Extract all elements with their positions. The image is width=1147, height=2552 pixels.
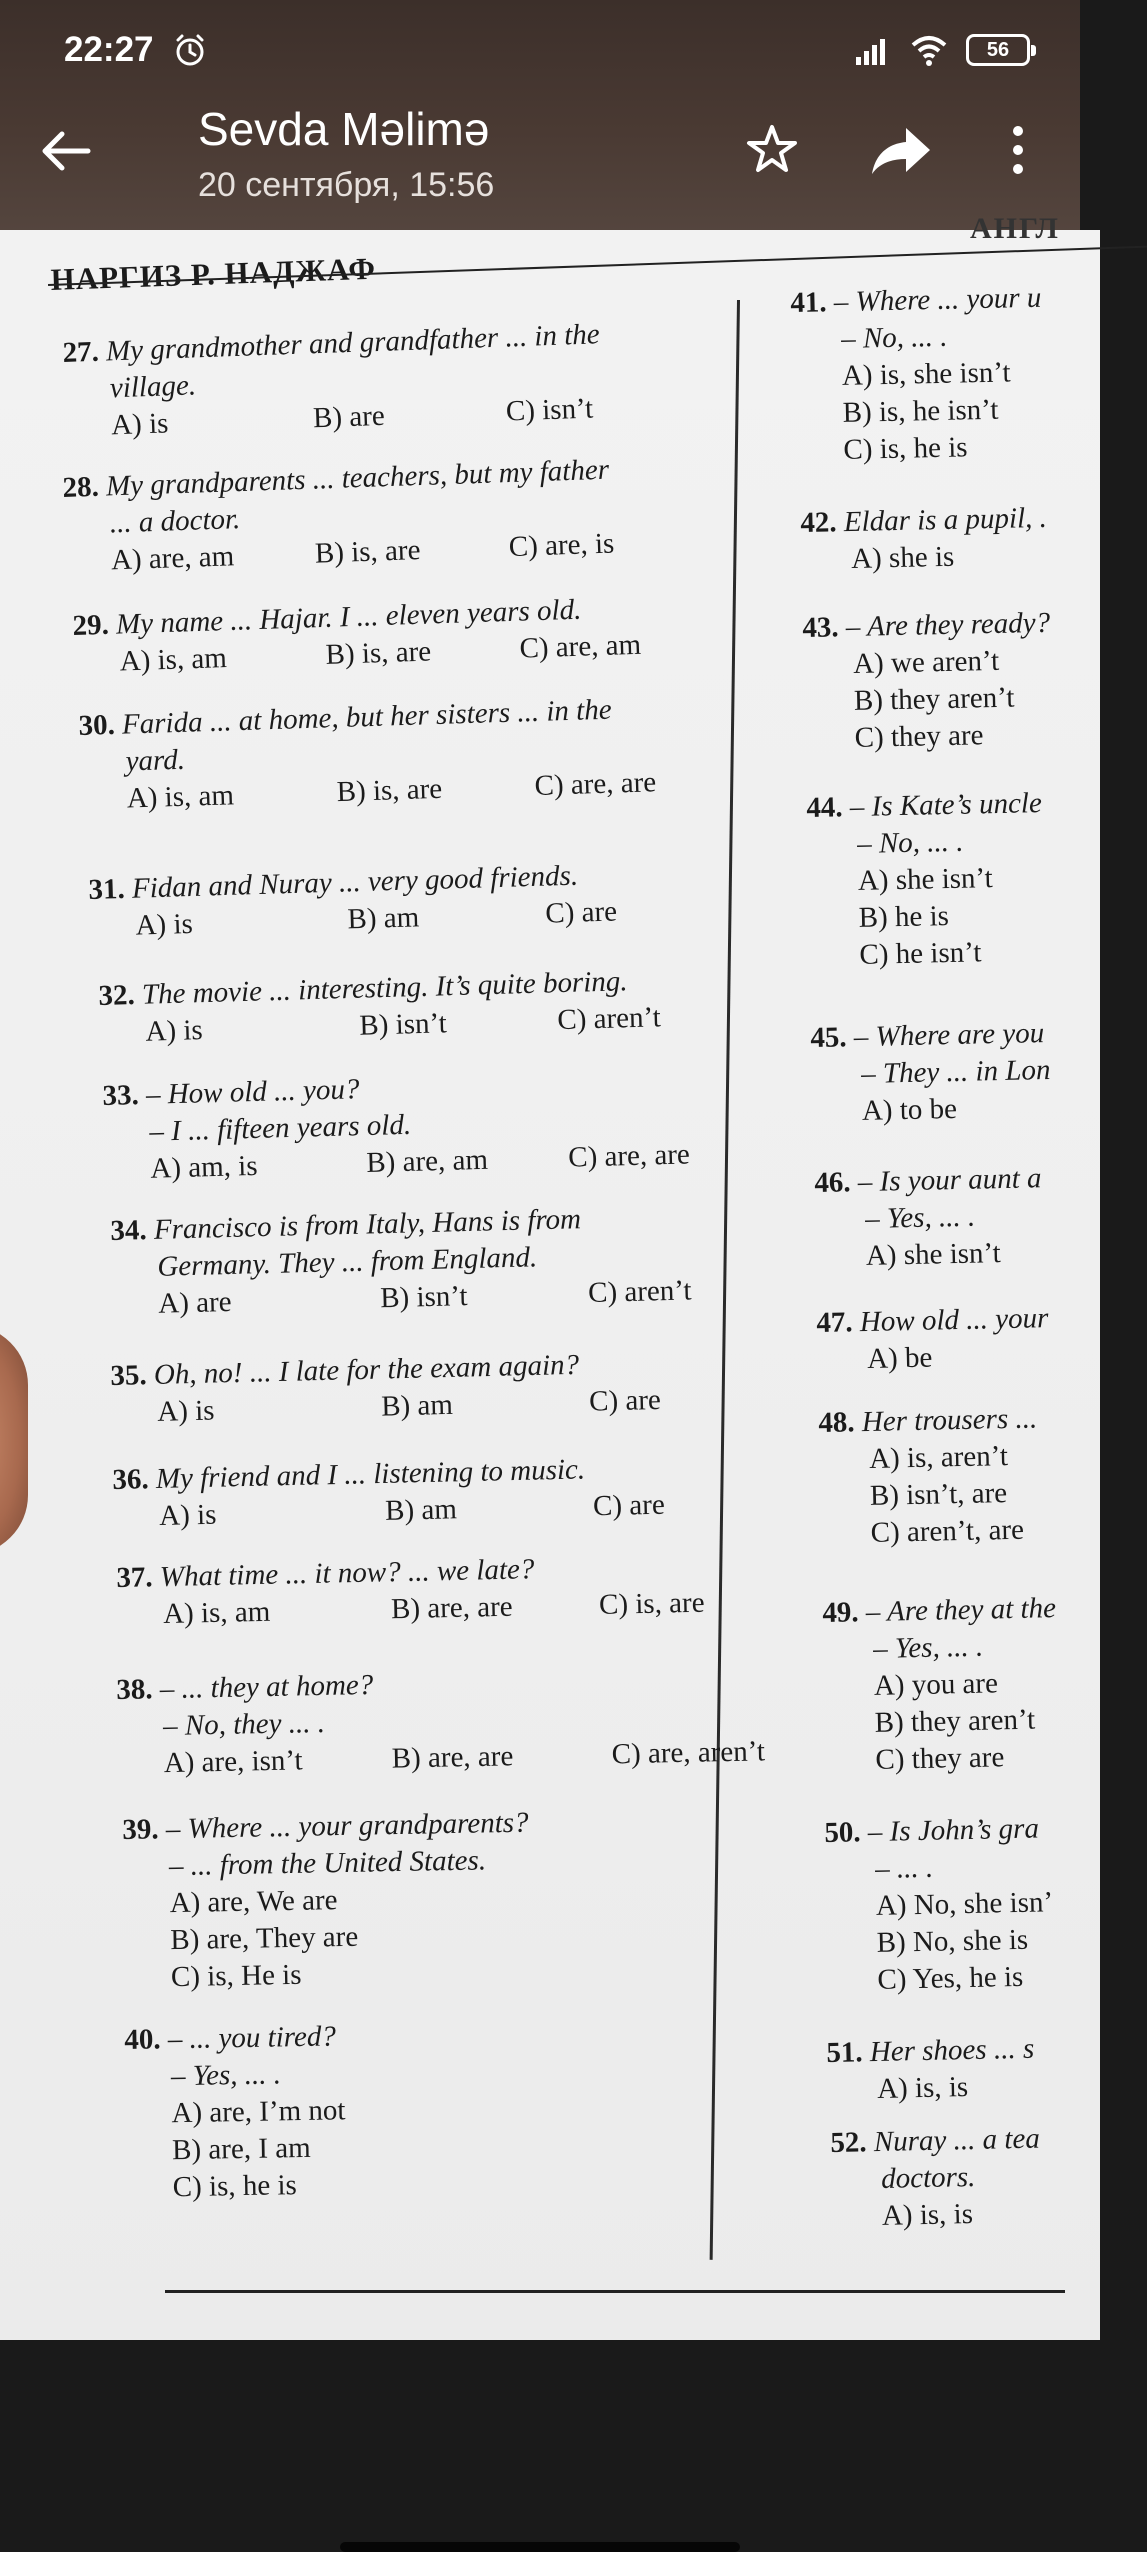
options-row [117, 1735, 766, 1783]
question-block [110, 1347, 662, 1432]
alarm-icon [172, 32, 208, 68]
question-continuation: Germany. They ... from England. [156, 1241, 538, 1283]
question-number: 30. [78, 708, 116, 742]
question-stem: My grandparents ... teachers, but my father [105, 453, 610, 503]
question-number: 32. [98, 978, 136, 1012]
question-number: 48. [818, 1406, 855, 1439]
question-line [800, 500, 1047, 542]
answer-option: B) is, are [325, 635, 432, 671]
answer-option: C) are [544, 895, 618, 930]
question-stem: Oh, no! ... I late for the exam again? [153, 1348, 580, 1391]
question-block [818, 1400, 1040, 1553]
answer-option: C) are, aren’t [611, 1735, 766, 1771]
status-time: 22:27 [64, 30, 154, 69]
question-stem: My name ... Hajar. I ... eleven years old. [115, 593, 582, 641]
question-stem: Nuray ... a tea [873, 2122, 1041, 2159]
question-line [830, 2121, 1040, 2162]
question-block [62, 452, 615, 581]
answer-option: A) she is [850, 540, 955, 575]
answer-option: C) he isn’t [859, 936, 982, 971]
question-stem: – Where ... your u [833, 281, 1042, 319]
question-number: 36. [112, 1463, 150, 1496]
answer-option: B) is, he isn’t [842, 393, 999, 429]
answer-option: B) they aren’t [874, 1703, 1036, 1739]
answer-option: A) she isn’t [857, 862, 994, 897]
answer-option: C) is, he is [172, 2169, 298, 2204]
question-continuation: – No, ... . [856, 825, 964, 860]
question-continuation: – ... from the United States. [168, 1844, 487, 1883]
question-stem: – ... they at home? [159, 1668, 374, 1706]
photo-view[interactable] [0, 212, 1080, 2340]
question-continuation: doctors. [880, 2160, 976, 2195]
question-stem: Her shoes ... s [869, 2032, 1035, 2069]
question-block [800, 500, 1048, 579]
star-icon[interactable] [744, 122, 800, 178]
answer-option: B) he is [858, 900, 950, 934]
question-continuation: – I ... fifteen years old. [149, 1108, 412, 1148]
question-continuation: ... a doctor. [109, 503, 241, 540]
question-block [816, 1300, 1049, 1379]
question-block [112, 1451, 666, 1536]
question-number: 37. [116, 1561, 153, 1594]
answer-option: B) isn’t, are [869, 1477, 1008, 1512]
question-number: 27. [62, 335, 100, 369]
question-stem: Eldar is a pupil, . [843, 501, 1048, 539]
question-stem: – Where are you [853, 1017, 1045, 1054]
answer-option: B) No, she is [876, 1923, 1029, 1959]
answer-option: B) are, am [365, 1143, 489, 1180]
question-number: 46. [814, 1166, 851, 1199]
answer-option: C) are, are [534, 766, 657, 803]
question-stem: Farida ... at home, but her sisters ... in the [121, 693, 613, 741]
worksheet-page [0, 212, 1100, 2340]
share-icon[interactable] [870, 122, 932, 178]
question-block [814, 1160, 1043, 1276]
finger-edge [0, 1325, 28, 1555]
question-line [826, 2031, 1035, 2072]
battery-icon [966, 34, 1030, 66]
answer-option: B) is, are [314, 534, 421, 570]
answer-option: B) isn’t [358, 1007, 448, 1042]
question-block [790, 280, 1045, 470]
question-stem: – Are they at the [865, 1592, 1057, 1629]
question-number: 52. [830, 2126, 867, 2159]
question-block [124, 2018, 347, 2207]
question-line [816, 1300, 1049, 1342]
question-stem: Fidan and Nuray ... very good friends. [131, 859, 579, 905]
question-continuation: – They ... in Lon [860, 1053, 1051, 1090]
question-line [802, 605, 1051, 647]
question-line [824, 1810, 1052, 1852]
answer-option: A) is, am [119, 642, 228, 678]
question-number: 43. [802, 611, 839, 644]
question-number: 44. [806, 791, 843, 824]
question-block [122, 1805, 532, 1997]
answer-option: B) am [384, 1493, 458, 1527]
question-line [806, 785, 1042, 827]
question-number: 49. [822, 1596, 859, 1629]
answer-option: C) is, are [598, 1586, 705, 1621]
question-number: 34. [110, 1214, 148, 1247]
question-number: 41. [790, 286, 827, 319]
question-number: 50. [824, 1816, 861, 1849]
answer-option: A) is [135, 907, 194, 942]
question-line [116, 1667, 374, 1709]
question-number: 28. [62, 470, 100, 504]
viewer-header [0, 0, 1080, 240]
question-stem: – Is Kate’s uncle [849, 787, 1043, 824]
answer-option: A) are, am [110, 540, 235, 577]
answer-option: C) aren’t [556, 1001, 662, 1037]
question-continuation: – Yes, ... . [170, 2058, 282, 2093]
question-block [822, 1590, 1059, 1780]
answer-option: A) is [110, 407, 169, 442]
answer-option: A) is [156, 1394, 215, 1428]
message-date: 20 сентября, 15:56 [198, 166, 495, 204]
gesture-bar[interactable] [340, 2542, 740, 2552]
answer-option: A) are [157, 1285, 232, 1320]
question-continuation: – No, they ... . [162, 1706, 326, 1743]
answer-option: B) is, are [336, 772, 443, 809]
question-continuation: – Yes, ... . [872, 1630, 984, 1665]
answer-option: C) aren’t [587, 1274, 692, 1310]
answer-option: A) is, is [881, 2198, 974, 2232]
question-number: 35. [110, 1359, 148, 1392]
question-stem: – ... you tired? [167, 2020, 337, 2056]
question-line [814, 1160, 1042, 1202]
question-stem: – How old ... you? [145, 1073, 360, 1111]
answer-option: A) are, We are [169, 1884, 338, 1920]
question-number: 33. [102, 1079, 140, 1112]
question-number: 39. [122, 1813, 159, 1846]
answer-option: B) are, are [390, 1590, 513, 1626]
answer-option: A) she isn’t [865, 1237, 1002, 1272]
question-number: 31. [88, 872, 126, 906]
answer-option: C) are, are [567, 1138, 691, 1174]
wifi-icon [910, 33, 948, 67]
answer-option: A) is [145, 1014, 204, 1048]
answer-option: A) you are [873, 1667, 999, 1702]
answer-option: C) aren’t, are [870, 1513, 1025, 1549]
question-line [810, 1015, 1050, 1057]
question-number: 47. [816, 1306, 853, 1339]
question-number: 42. [800, 506, 837, 539]
answer-option: A) is, is [876, 2071, 969, 2105]
question-block [116, 1551, 705, 1634]
question-stem: – Is John’s gra [867, 1812, 1040, 1849]
question-stem: My friend and I ... listening to music. [155, 1453, 586, 1496]
answer-option: B) am [347, 901, 420, 936]
question-block [824, 1810, 1055, 2000]
question-stem: Francisco is from Italy, Hans is from [153, 1203, 582, 1246]
answer-option: C) Yes, he is [877, 1960, 1024, 1996]
answer-option: C) is, he is [843, 431, 968, 466]
question-block [98, 963, 662, 1052]
question-line [822, 1590, 1056, 1632]
bottom-rule [165, 2290, 1065, 2293]
answer-option: A) we aren’t [852, 644, 1000, 680]
question-block [88, 858, 618, 946]
right-page-header: АНГЛ [970, 212, 1060, 245]
answer-option: B) isn’t [379, 1280, 468, 1315]
answer-option: C) are, is [508, 527, 615, 564]
question-number: 38. [116, 1673, 153, 1706]
question-continuation: – ... . [874, 1851, 934, 1885]
question-number: 45. [810, 1021, 847, 1054]
question-stem: – Where ... your grandparents? [165, 1806, 529, 1846]
answer-option: C) is, He is [170, 1958, 302, 1994]
question-continuation: – Yes, ... . [864, 1200, 976, 1235]
signal-icon [854, 33, 892, 67]
answer-option: B) are, They are [170, 1920, 359, 1957]
question-block [62, 316, 603, 446]
answer-option: B) am [380, 1388, 454, 1423]
question-stem: How old ... your [859, 1302, 1049, 1339]
column-divider [710, 300, 740, 2260]
question-continuation: yard. [125, 743, 186, 778]
question-line [124, 2018, 345, 2059]
question-number: 29. [72, 608, 110, 642]
question-continuation: – No, ... . [840, 320, 948, 355]
answer-option: A) are, I’m not [171, 2094, 346, 2130]
question-stem: The movie ... interesting. It’s quite boring. [141, 965, 628, 1011]
question-block [116, 1667, 766, 1783]
question-block [102, 1070, 691, 1189]
question-block [830, 2121, 1042, 2236]
answer-option: B) are, are [391, 1740, 514, 1775]
answer-option: A) is, am [126, 779, 235, 815]
question-block [806, 785, 1045, 975]
question-stem: – Are they ready? [845, 606, 1051, 644]
question-line [790, 280, 1042, 322]
status-bar [0, 0, 1080, 100]
answer-option: A) is, aren’t [868, 1440, 1009, 1475]
question-number: 51. [826, 2036, 863, 2069]
page-author: НАРГИЗ Р. НАДЖАФ [50, 250, 377, 297]
answer-option: B) are, I am [171, 2131, 311, 2167]
question-block [826, 2031, 1035, 2109]
question-line [818, 1400, 1038, 1442]
question-number: 40. [124, 2023, 161, 2056]
question-continuation: village. [109, 369, 197, 405]
back-arrow-icon[interactable] [38, 124, 92, 178]
question-stem: Her trousers ... [861, 1402, 1038, 1439]
answer-option: B) they aren’t [853, 681, 1015, 717]
battery-level: 56 [986, 38, 1010, 61]
answer-option: C) they are [875, 1741, 1005, 1776]
answer-option: C) are, am [519, 628, 642, 665]
question-block [802, 605, 1053, 758]
answer-option: A) No, she isn’ [875, 1886, 1054, 1922]
answer-option: A) am, is [149, 1149, 258, 1185]
answer-option: C) are [592, 1488, 666, 1523]
answer-option: A) are, isn’t [163, 1744, 303, 1780]
answer-option: A) be [866, 1341, 933, 1375]
answer-option: A) is, am [162, 1595, 271, 1631]
options-row [117, 1586, 705, 1634]
question-block [78, 692, 657, 819]
more-vert-icon[interactable] [998, 122, 1038, 178]
question-block [810, 1015, 1052, 1131]
question-stem: What time ... it now? ... we late? [159, 1553, 535, 1594]
answer-option: C) they are [854, 719, 984, 754]
answer-option: C) isn’t [505, 392, 594, 428]
question-block [110, 1201, 692, 1324]
answer-option: C) are [588, 1383, 662, 1418]
answer-option: B) are [312, 399, 386, 435]
answer-option: A) to be [861, 1092, 958, 1127]
question-block [72, 592, 642, 682]
question-stem: – Is your aunt a [857, 1162, 1042, 1199]
answer-option: A) is, she isn’t [841, 356, 1011, 392]
question-stem: My grandmother and grandfather ... in the [105, 318, 601, 368]
answer-option: A) is [158, 1498, 217, 1532]
options-row [104, 1138, 691, 1189]
sender-name: Sevda Məlimə [198, 103, 490, 155]
